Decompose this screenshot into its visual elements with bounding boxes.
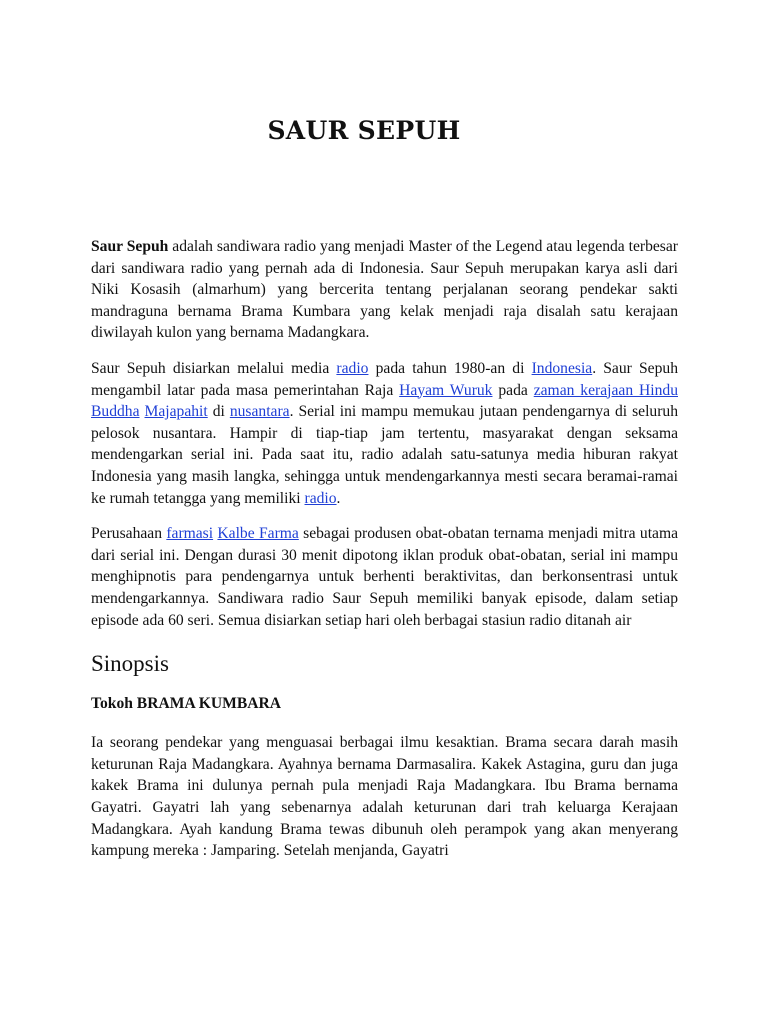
text-run: pada [492, 381, 534, 399]
link-kalbe-farma[interactable]: Kalbe Farma [217, 525, 299, 543]
text-run: . Serial ini mampu memukau jutaan pendengarnya di seluruh pelosok nusantara. Hampir di tiap-tiap jam tertentu, masyarakat dengan seksama mendengarkan serial ini. Pada saat itu, radio adalah satu-satunya media hiburan rakyat Indonesia yang masih langka, sehingga untuk mendengarkannya mesti secara beramai-ramai ke rumah tetangga yang memiliki [91, 403, 678, 507]
link-farmasi[interactable]: farmasi [166, 525, 214, 543]
character-paragraph: Ia seorang pendekar yang menguasai berbagai ilmu kesaktian. Brama secara darah masih keturunan Raja Madangkara. Ayahnya bernama Darmasalira. Kakek Astagina, guru dan juga kakek Brama ini dulunya pernah pula menjadi Raja Madangkara. Ibu Brama bernama Gayatri. Gayatri lah yang sebenarnya adalah keturunan dari trah keluarga Kerajaan Madangkara. Ayah kandung Brama tewas dibunuh oleh perampok yang akan menyerang kampung mereka : Jamparing. Setelah menjanda, Gayatri [91, 734, 678, 860]
link-radio[interactable]: radio [336, 359, 369, 377]
link-nusantara[interactable]: nusantara [229, 403, 290, 421]
link-radio-2[interactable]: radio [304, 489, 337, 507]
link-hayam-wuruk[interactable]: Hayam Wuruk [399, 381, 493, 399]
link-zaman-kerajaan[interactable]: zaman kerajaan Hindu Buddha [91, 381, 678, 421]
intro-paragraph [91, 236, 678, 344]
bold-lead: Saur Sepuh [91, 238, 169, 255]
text-run: pada tahun 1980-an di [368, 359, 532, 377]
sponsor-paragraph [91, 523, 678, 631]
subheading-tokoh: Tokoh BRAMA KUMBARA [91, 694, 282, 712]
text-run: Perusahaan [91, 525, 167, 543]
link-indonesia[interactable]: Indonesia [531, 359, 593, 377]
link-majapahit[interactable]: Majapahit [144, 403, 208, 421]
article-body [91, 236, 678, 862]
section-heading-sinopsis: Sinopsis [91, 651, 169, 677]
text-run: . [336, 489, 341, 507]
text-run: Saur Sepuh disiarkan melalui media [91, 359, 337, 377]
text-run: di [207, 403, 230, 421]
intro-text: adalah sandiwara radio yang menjadi Master of the Legend atau legenda terbesar dari sandiwara radio yang pernah ada di Indonesia. Saur Sepuh merupakan karya asli dari Niki Kosasih (almarhum) yang bercerita tentang perjalanan seorang pendekar sakti mandraguna bernama Brama Kumbara yang kelak menjadi raja disalah satu kerajaan diwilayah kulon yang bernama Madangkara. [91, 238, 678, 342]
text-run: sebagai produsen obat-obatan ternama menjadi mitra utama dari serial ini. Dengan durasi 30 menit dipotong iklan produk obat-obatan, serial ini mampu menghipnotis para pendengarnya untuk berhenti beraktivitas, dan berkonsentrasi untuk mendengarkannya. Sandiwara radio Saur Sepuh memiliki banyak episode, dalam setiap episode ada 60 seri. Semua disiarkan setiap hari oleh berbagai stasiun radio ditanah air [91, 525, 678, 629]
broadcast-paragraph [91, 358, 678, 509]
text-run: . Saur Sepuh mengambil latar pada masa pemerintahan Raja [91, 359, 678, 399]
page-title: SAUR SEPUH [267, 116, 461, 145]
